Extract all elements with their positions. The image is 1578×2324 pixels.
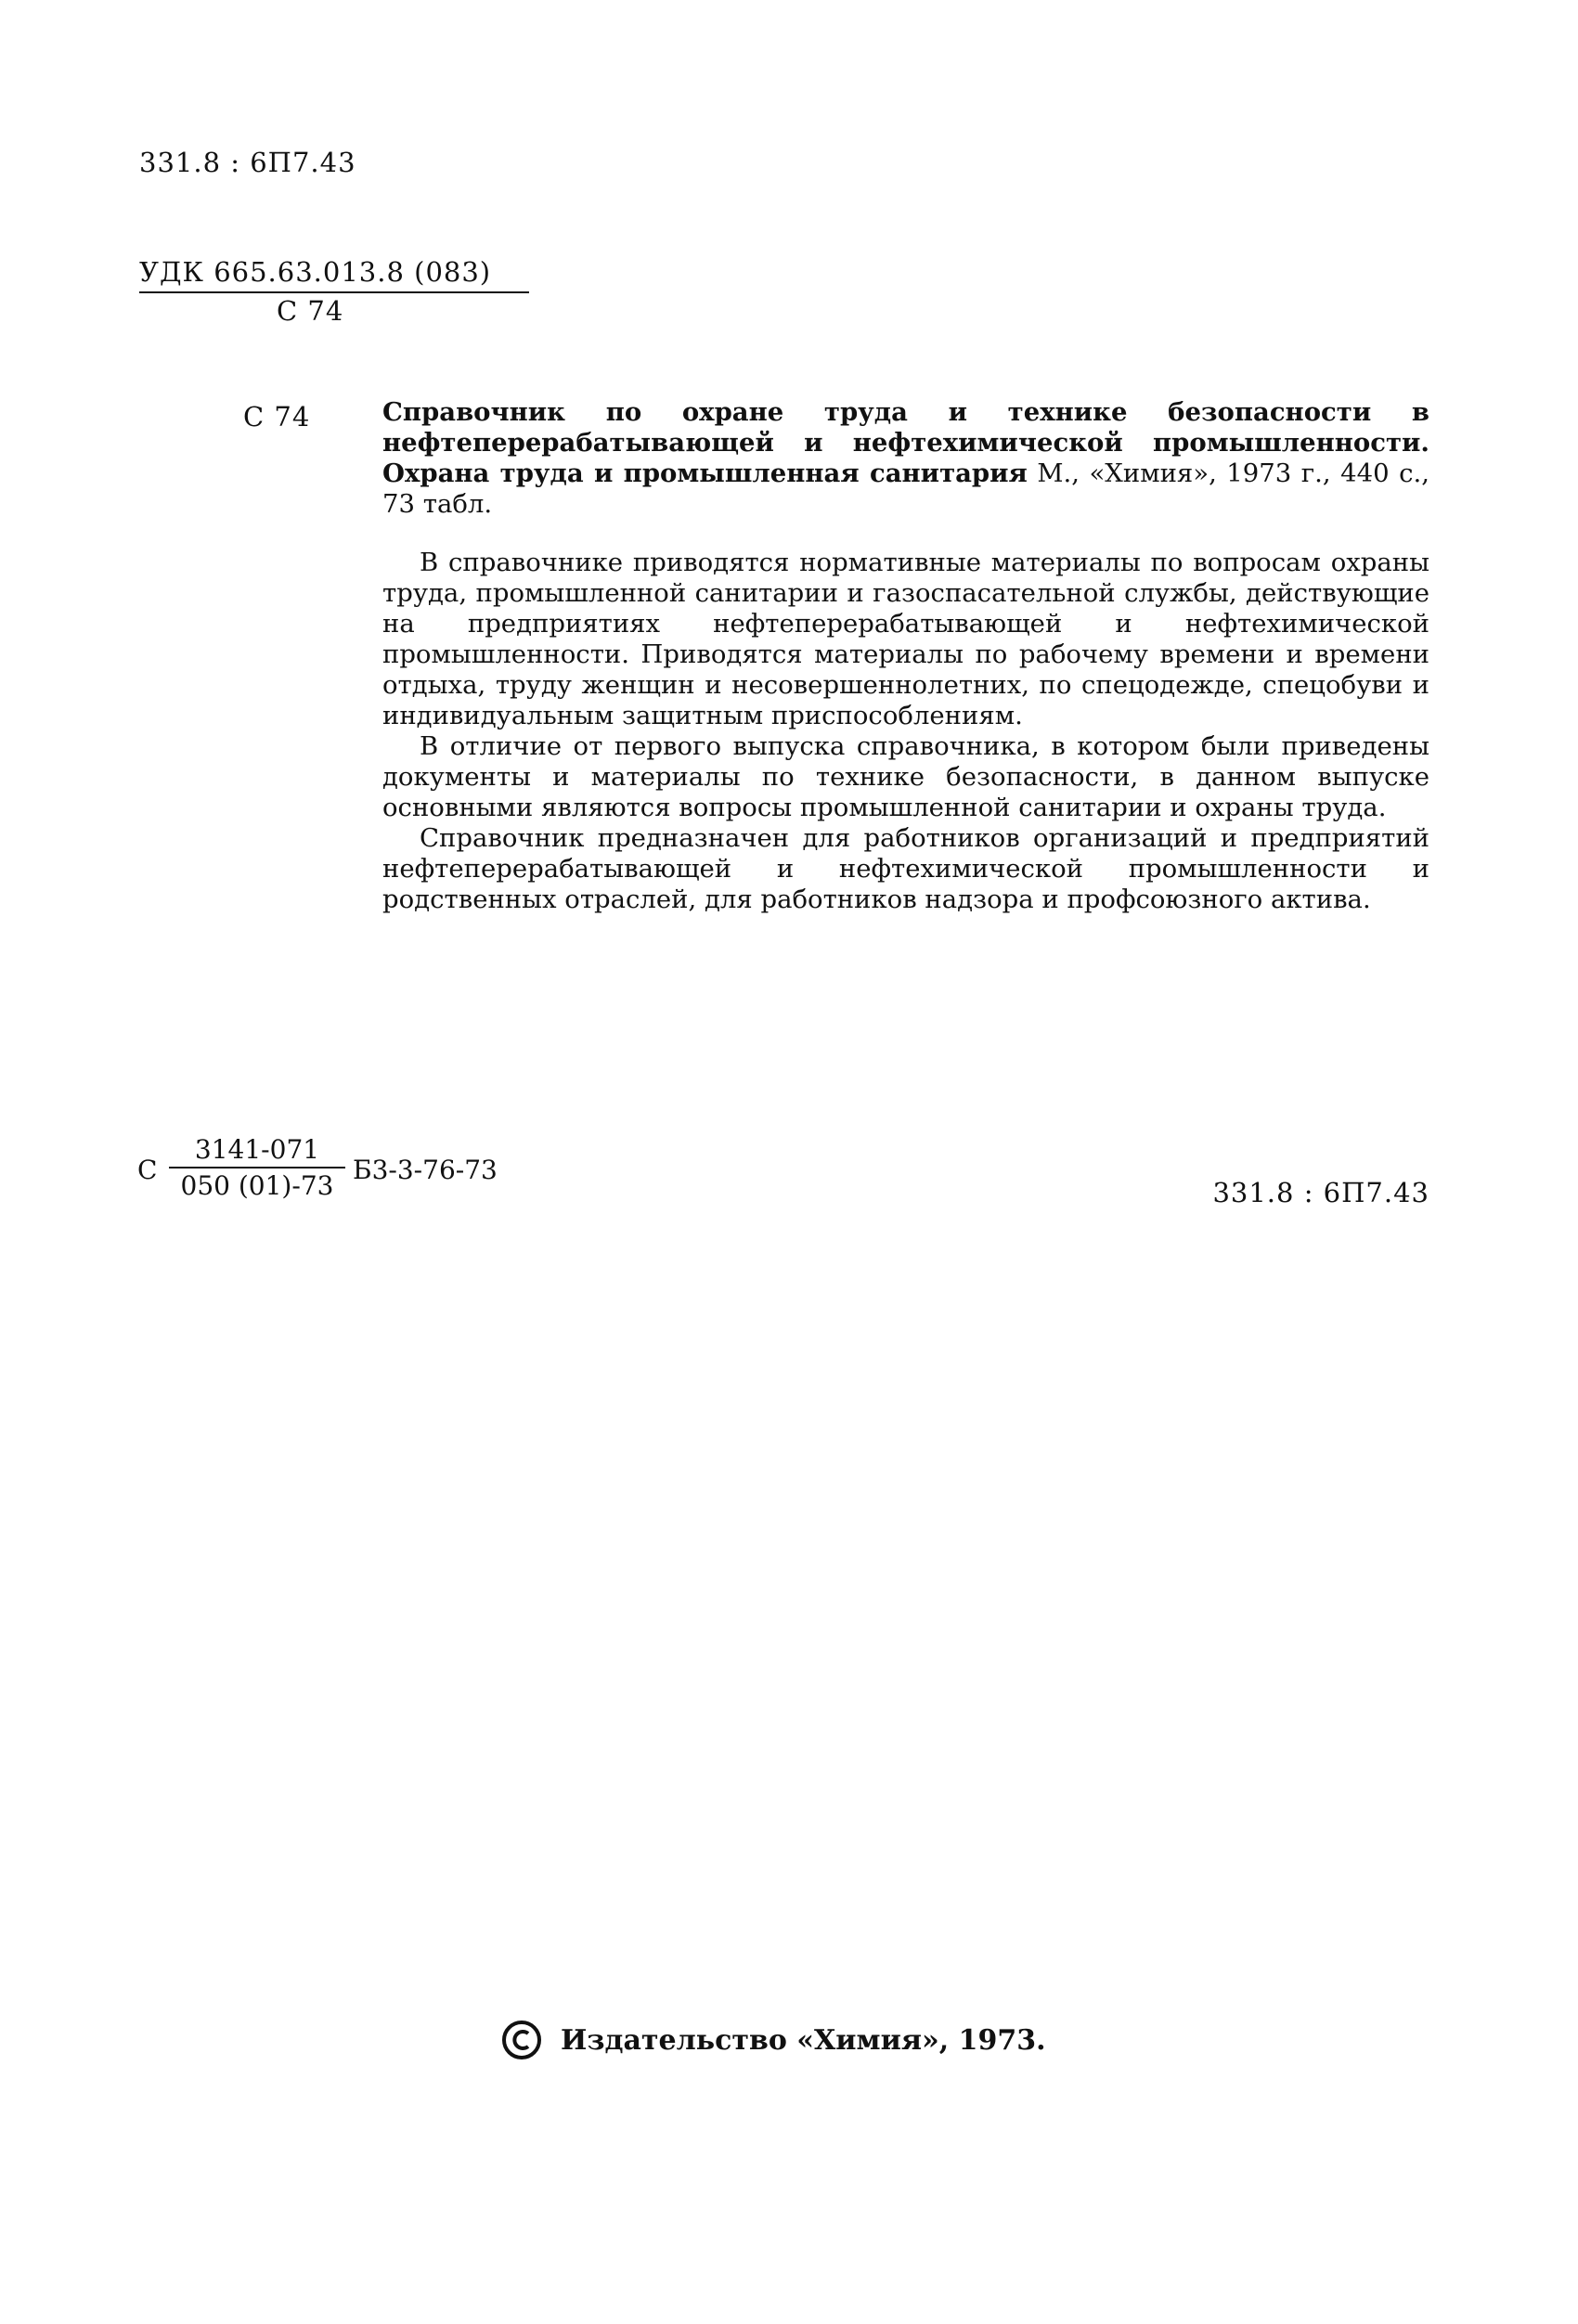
abstract-paragraph: В отличие от первого выпуска справочника, в котором были приведены документы и материалы по технике безопасности, в данном выпуске основными являются вопросы промышленной санитарии и охраны труда. <box>382 731 1429 822</box>
classification-code-top: 331.8 : 6П7.43 <box>139 147 356 178</box>
copyright-line <box>501 2020 1046 2060</box>
abstract <box>382 548 1429 915</box>
citation-title: Справочник по охране труда и технике безопасности в нефтеперерабатывающей и нефтехимической промышленности. Охрана труда и промышленная санитария <box>382 397 1429 488</box>
publication-index <box>137 1134 555 1208</box>
udk-code: УДК 665.63.013.8 (083) <box>139 256 529 293</box>
citation-details: М., «Химия», 1973 г., 440 с., 73 табл. <box>382 458 1429 519</box>
author-mark: С 74 <box>277 295 344 327</box>
copyright-icon <box>501 2020 542 2060</box>
index-denominator: 050 (01)-73 <box>169 1167 345 1201</box>
card-author-mark: С 74 <box>243 401 311 433</box>
abstract-paragraph: В справочнике приводятся нормативные материалы по вопросам охраны труда, промышленной санитарии и газоспасательной службы, действующие на предприятиях нефтеперерабатывающей и нефтехимической промышленности. Приводятся материалы по рабочему времени и времени отдыха, труду женщин и несовершеннолетних, по спецодежде, спецобуви и индивидуальным защитным приспособлениям. <box>382 548 1429 730</box>
bibliographic-card <box>382 397 1429 915</box>
copyright-text: Издательство «Химия», 1973. <box>561 2023 1046 2057</box>
index-fraction <box>169 1134 345 1201</box>
abstract-paragraph: Справочник предназначен для работников организаций и предприятий нефтеперерабатывающей и нефтехимической промышленности и родственных отраслей, для работников надзора и профсоюзного актива. <box>382 823 1429 914</box>
index-numerator: 3141-071 <box>194 1134 320 1165</box>
series-code: Б3-3-76-73 <box>353 1155 498 1185</box>
udk-block <box>139 256 529 327</box>
classification-code-bottom: 331.8 : 6П7.43 <box>1212 1177 1429 1208</box>
citation <box>382 397 1429 520</box>
index-letter: С <box>137 1155 158 1185</box>
